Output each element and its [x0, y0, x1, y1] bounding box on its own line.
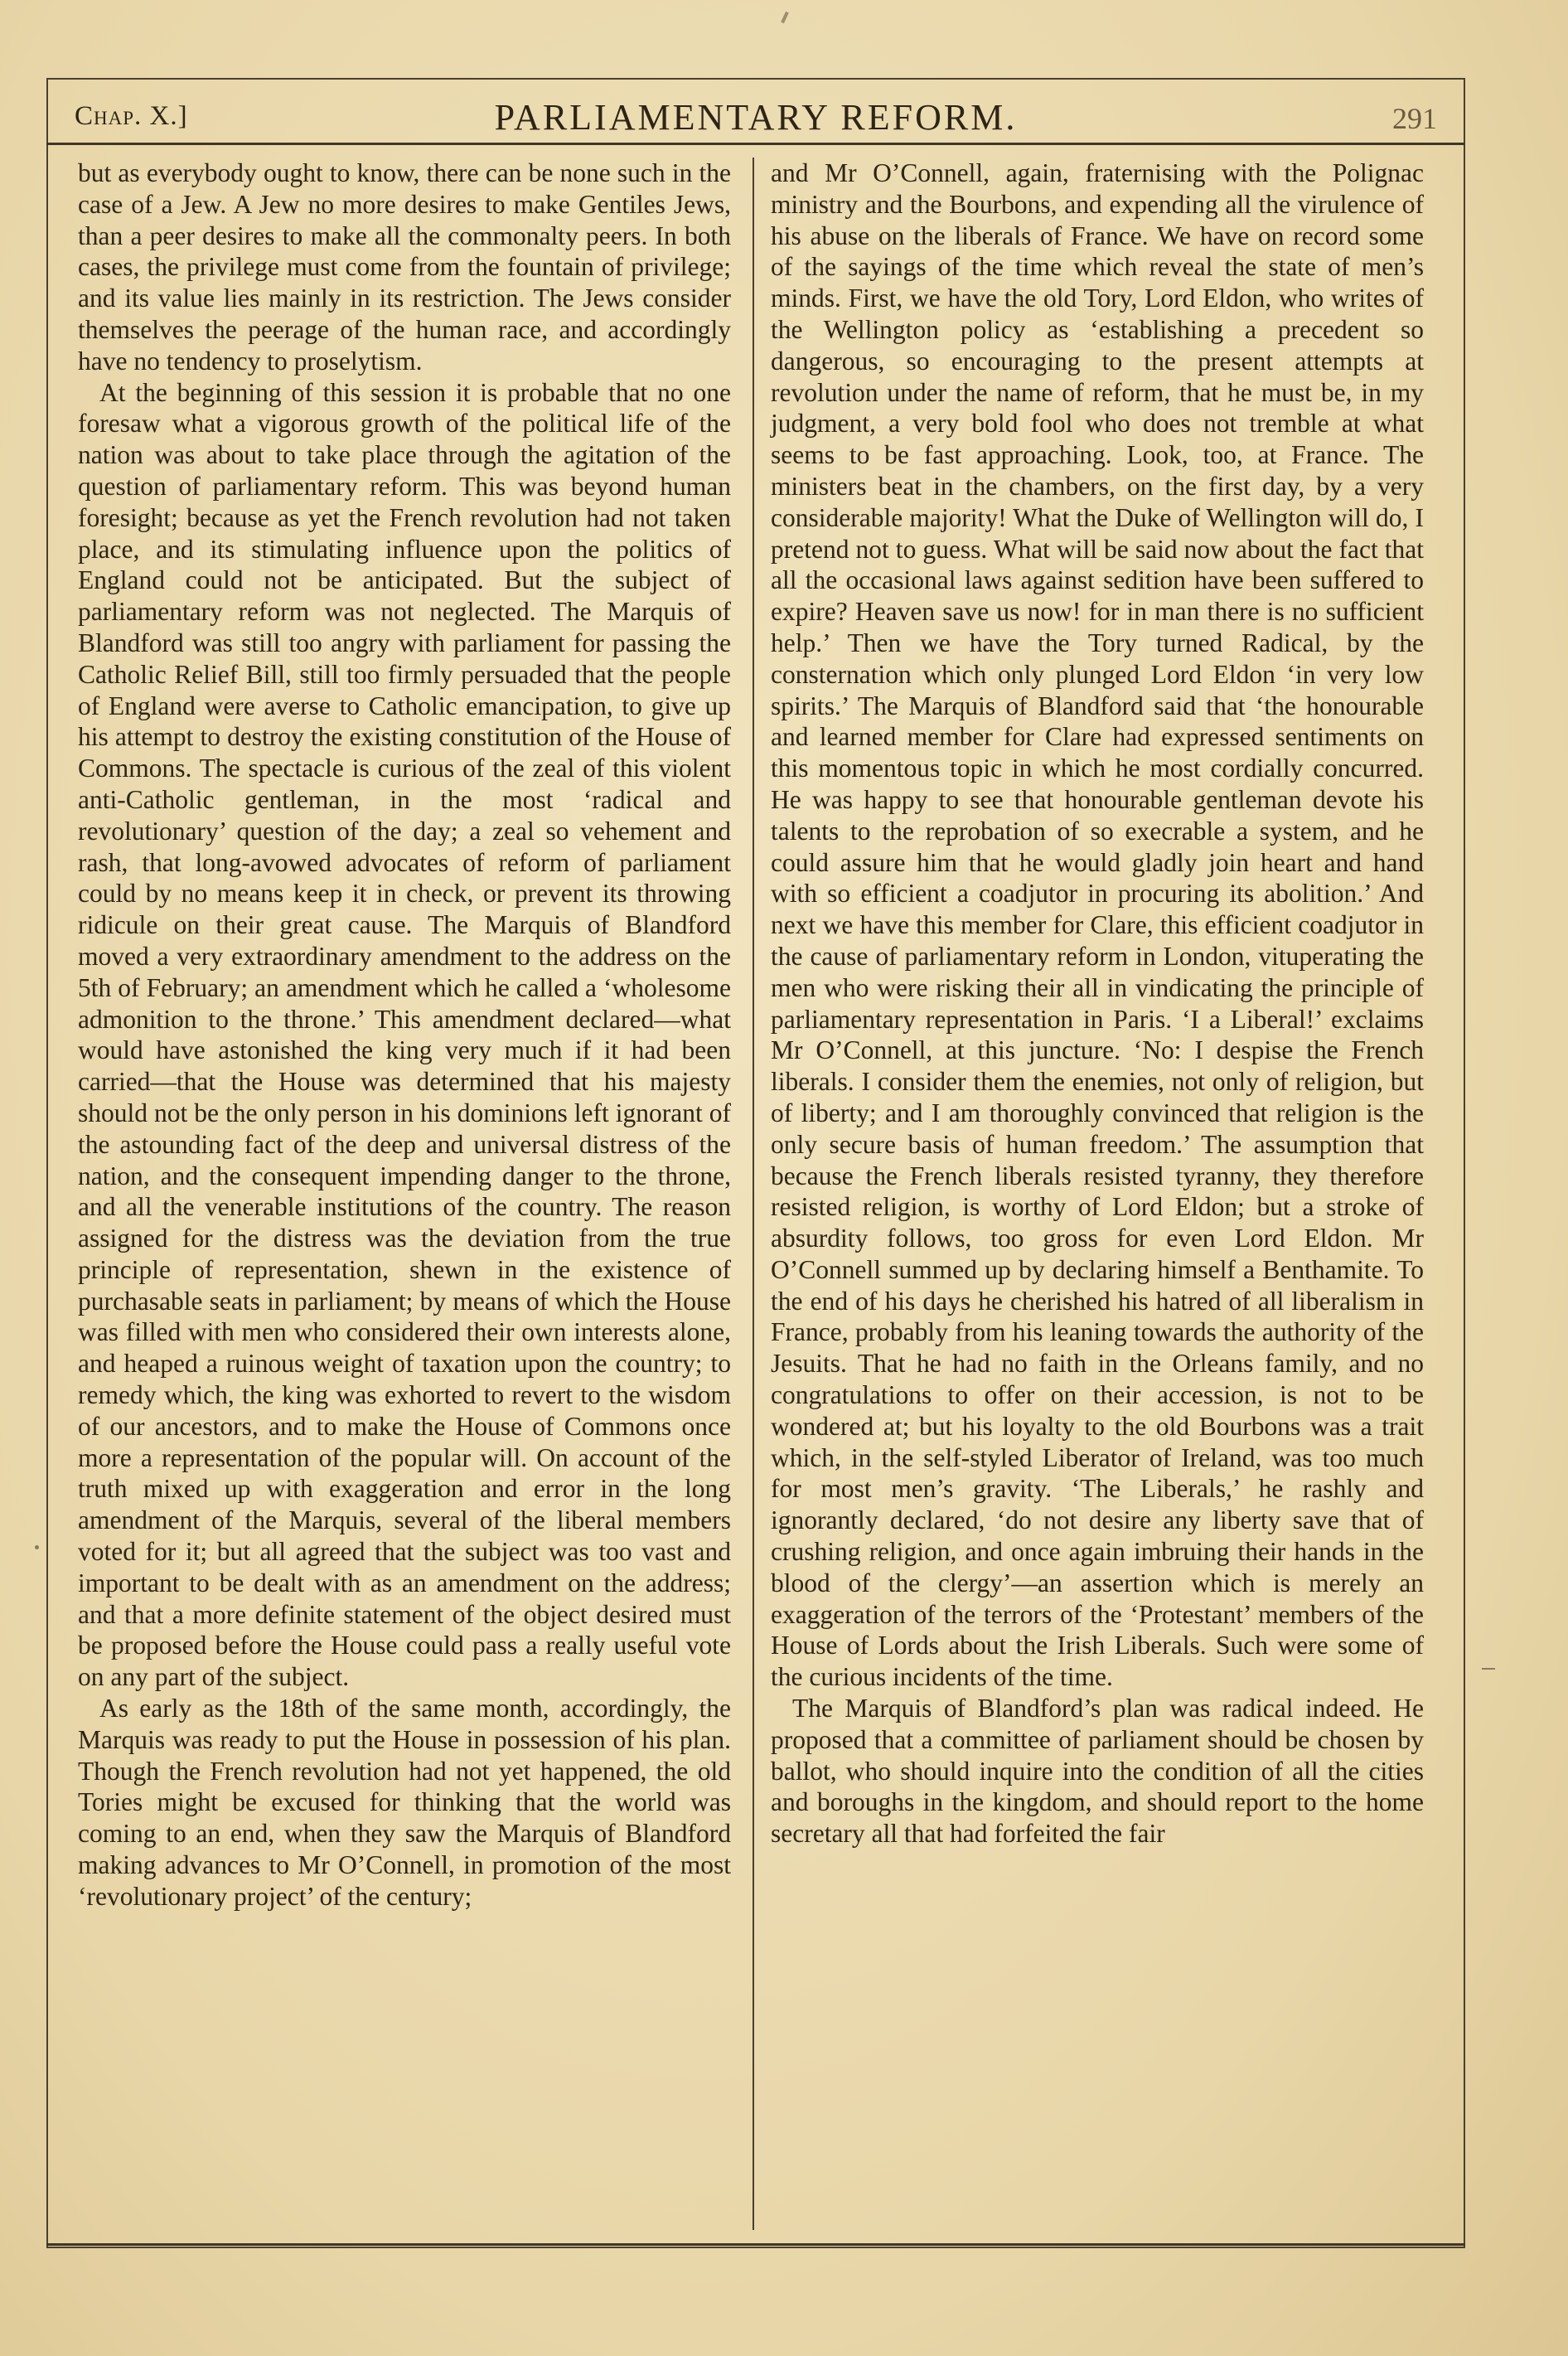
paragraph: As early as the 18th of the same month, accordingly, the Marquis was ready to put the House in possession of his plan. Though the French revolution had not yet happened, the old Tories might be excused for thinking that the world was coming to an end, when they saw the Marquis of Blandford making advances to Mr O’Connell, in promotion of the most ‘revolutionary project’ of the century;	[78, 1694, 731, 1911]
paragraph: and Mr O’Connell, again, fraternising with the Polignac ministry and the Bourbons, and expending all the virulence of his abuse on the liberals of France. We have on record some of the sayings of the time which reveal the state of men’s minds. First, we have the old Tory, Lord Eldon, who writes of the Wellington policy as ‘establishing a precedent so dangerous, so encouraging to the present attempts at revolution under the name of reform, that he must be, in my judgment, a very bold fool who does not tremble at what seems to be fast approaching. Look, too, at France. The ministers beat in the chambers, on the first day, by a very considerable majority! What the Duke of Wellington will do, I pretend not to guess. What will be said now about the fact that all the occasional laws against sedition have been suffered to expire? Heaven save us now! for in man there is no sufficient help.’ Then we have the Tory turned Radical, by the consternation which only plunged Lord Eldon ‘in very low spirits.’ The Marquis of Blandford said that ‘the honourable and learned member for Clare had expressed sentiments on this momentous topic in which he most cordially concurred. He was happy to see that honourable gentleman devote his talents to the reprobation of so execrable a system, and he could assure him that he would gladly join heart and hand with so efficient a coadjutor in procuring its abolition.’ And next we have this member for Clare, this efficient coadjutor in the cause of parliamentary reform in London, vituperating the men who were risking their all in vindicating the principle of parliamentary representation in Paris. ‘I a Liberal!’ exclaims Mr O’Connell, at this juncture. ‘No: I despise the French liberals. I consider them the enemies, not only of religion, but of liberty; and I am thoroughly convinced that religion is the only secure basis of human freedom.’ The assumption that because the French liberals resisted tyranny, they therefore resisted religion, is worthy of Lord Eldon; but a stroke of absurdity follows, too gross for even Lord Eldon. Mr O’Connell summed up by declaring himself a Benthamite. To the end of his days he cherished his hatred of all liberalism in France, probably from his leaning towards the authority of the Jesuits. That he had no faith in the Orleans family, and no congratulations to offer on their accession, is not to be wondered at; but his loyalty to the old Bourbons was a trait which, in the self-styled Liberator of Ireland, was too much for most men’s gravity. ‘The Liberals,’ he rashly and ignorantly declared, ‘do not desire any liberty save that of crushing religion, and once again imbruing their hands in the blood of the clergy’—an assertion which is merely an exaggeration of the terrors of the ‘Protestant’ members of the House of Lords about the Irish Liberals. Such were some of the curious incidents of the time.	[771, 158, 1424, 1692]
paragraph: At the beginning of this session it is probable that no one foresaw what a vigorous growth of the political life of the nation was about to take place through the agitation of the question of parliamentary reform. This was beyond human foresight; because as yet the French revolution had not taken place, and its stimulating influence upon the politics of England could not be anticipated. But the subject of parliamentary reform was not neglected. The Marquis of Blandford was still too angry with parliament for passing the Catholic Relief Bill, still too firmly persuaded that the people of England were averse to Catholic emancipation, to give up his attempt to destroy the existing constitution of the House of Commons. The spectacle is curious of the zeal of this violent anti-Catholic gentleman, in the most ‘radical and revolutionary’ question of the day; a zeal so vehement and rash, that long-avowed advocates of reform of parliament could by no means keep it in check, or prevent its throwing ridicule on their great cause. The Marquis of Blandford moved a very extraordinary amendment to the address on the 5th of February; an amendment which he called a ‘wholesome admonition to the throne.’ This amendment declared—what would have astonished the king very much if it had been carried—that the House was determined that his majesty should not be the only person in his dominions left ignorant of the astounding fact of the deep and universal distress of the nation, and the consequent impending danger to the throne, and all the venerable institutions of the country. The reason assigned for the distress was the deviation from the true principle of representation, shewn in the existence of purchasable seats in parliament; by means of which the House was filled with men who considered their own interests alone, and heaped a ruinous weight of taxation upon the country; to remedy which, the king was exhorted to revert to the wisdom of our ancestors, and to make the House of Commons once more a representation of the popular will. On account of the truth mixed up with exaggeration and error in the long amendment of the Marquis, several of the liberal members voted for it; but all agreed that the subject was too vast and important to be dealt with as an amendment on the address; and that a more definite statement of the object desired must be proposed before the House could pass a really useful vote on any part of the subject.	[78, 377, 731, 1692]
page-number: 291	[1392, 102, 1437, 135]
right-column	[771, 158, 1424, 1849]
paragraph: but as everybody ought to know, there can be none such in the case of a Jew. A Jew no more desires to make Gentiles Jews, than a peer desires to make all the commonalty peers. In both cases, the privilege must come from the fountain of privilege; and its value lies mainly in its restriction. The Jews consider themselves the peerage of the human race, and accordingly have no tendency to proselytism.	[78, 158, 731, 376]
header-rule	[46, 143, 1465, 145]
page-title: PARLIAMENTARY REFORM.	[494, 97, 1018, 138]
running-header	[46, 93, 1465, 143]
paragraph: The Marquis of Blandford’s plan was radical indeed. He proposed that a committee of parliament should be chosen by ballot, who should inquire into the condition of all the cities and boroughs in the kingdom, and should report to the home secretary all that had forfeited the fair	[771, 1694, 1424, 1849]
chapter-label: Chap. X.]	[75, 101, 188, 131]
margin-mark	[35, 1545, 39, 1549]
ink-speck	[781, 12, 789, 23]
left-column	[78, 158, 731, 1912]
footer-rule	[46, 2243, 1465, 2246]
column-divider	[753, 158, 754, 2230]
margin-mark	[1482, 1668, 1495, 1670]
